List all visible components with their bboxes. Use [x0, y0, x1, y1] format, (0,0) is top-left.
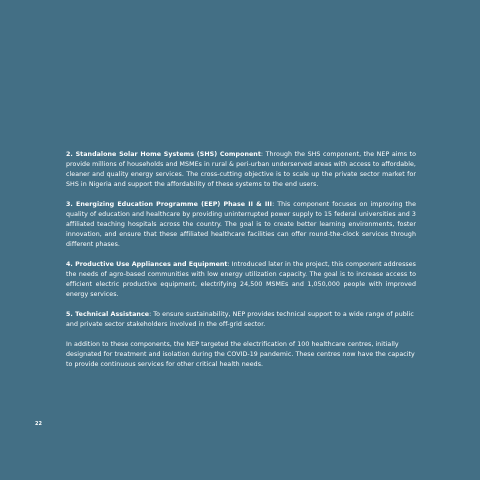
section-heading: 3. Energizing Education Programme (EEP) Phase II & III [66, 201, 273, 208]
section-heading: 5. Technical Assistance [66, 311, 150, 318]
section-heading: 4. Productive Use Appliances and Equipment [66, 261, 228, 268]
section-productive-use [66, 260, 416, 300]
section-shs [66, 150, 416, 190]
body-text [66, 150, 416, 380]
section-heading: 2. Standalone Solar Home Systems (SHS) Component [66, 151, 261, 158]
section-body: : This component focuses on improving the quality of education and healthcare by providing uninterrupted power supply to 15 federal universities and 3 affiliated teaching hospitals across the country. The goal is to create better learning environments, foster innovation, and ensure that these affiliated healthcare facilities can offer round-the-clock services through different phases. [66, 201, 416, 248]
page-number: 22 [35, 421, 42, 427]
section-body: : Through the SHS component, the NEP aims to provide millions of households and MSMEs in rural & peri-urban underserved areas with access to affordable, cleaner and quality energy services. The cross-cutting objective is to scale up the private sector market for SHS in Nigeria and support the affordability of these systems to the end users. [66, 151, 416, 188]
section-body: : To ensure sustainability, NEP provides technical support to a wide range of public and private sector stakeholders involved in the off-grid sector. [66, 311, 414, 328]
section-body: : Introduced later in the project, this component addresses the needs of agro-based communities with low energy utilization capacity. The goal is to increase access to efficient electric productive equipment, electrifying 24,500 MSMEs and 1,050,000 people with improved energy services. [66, 261, 417, 298]
section-eep [66, 200, 416, 250]
section-technical-assistance [66, 310, 416, 330]
closing-paragraph: In addition to these components, the NEP targeted the electrification of 100 healthcare centres, initially designated for treatment and isolation during the COVID-19 pandemic. These centres now have the capacity to provide continuous services for other critical health needs. [66, 341, 415, 368]
